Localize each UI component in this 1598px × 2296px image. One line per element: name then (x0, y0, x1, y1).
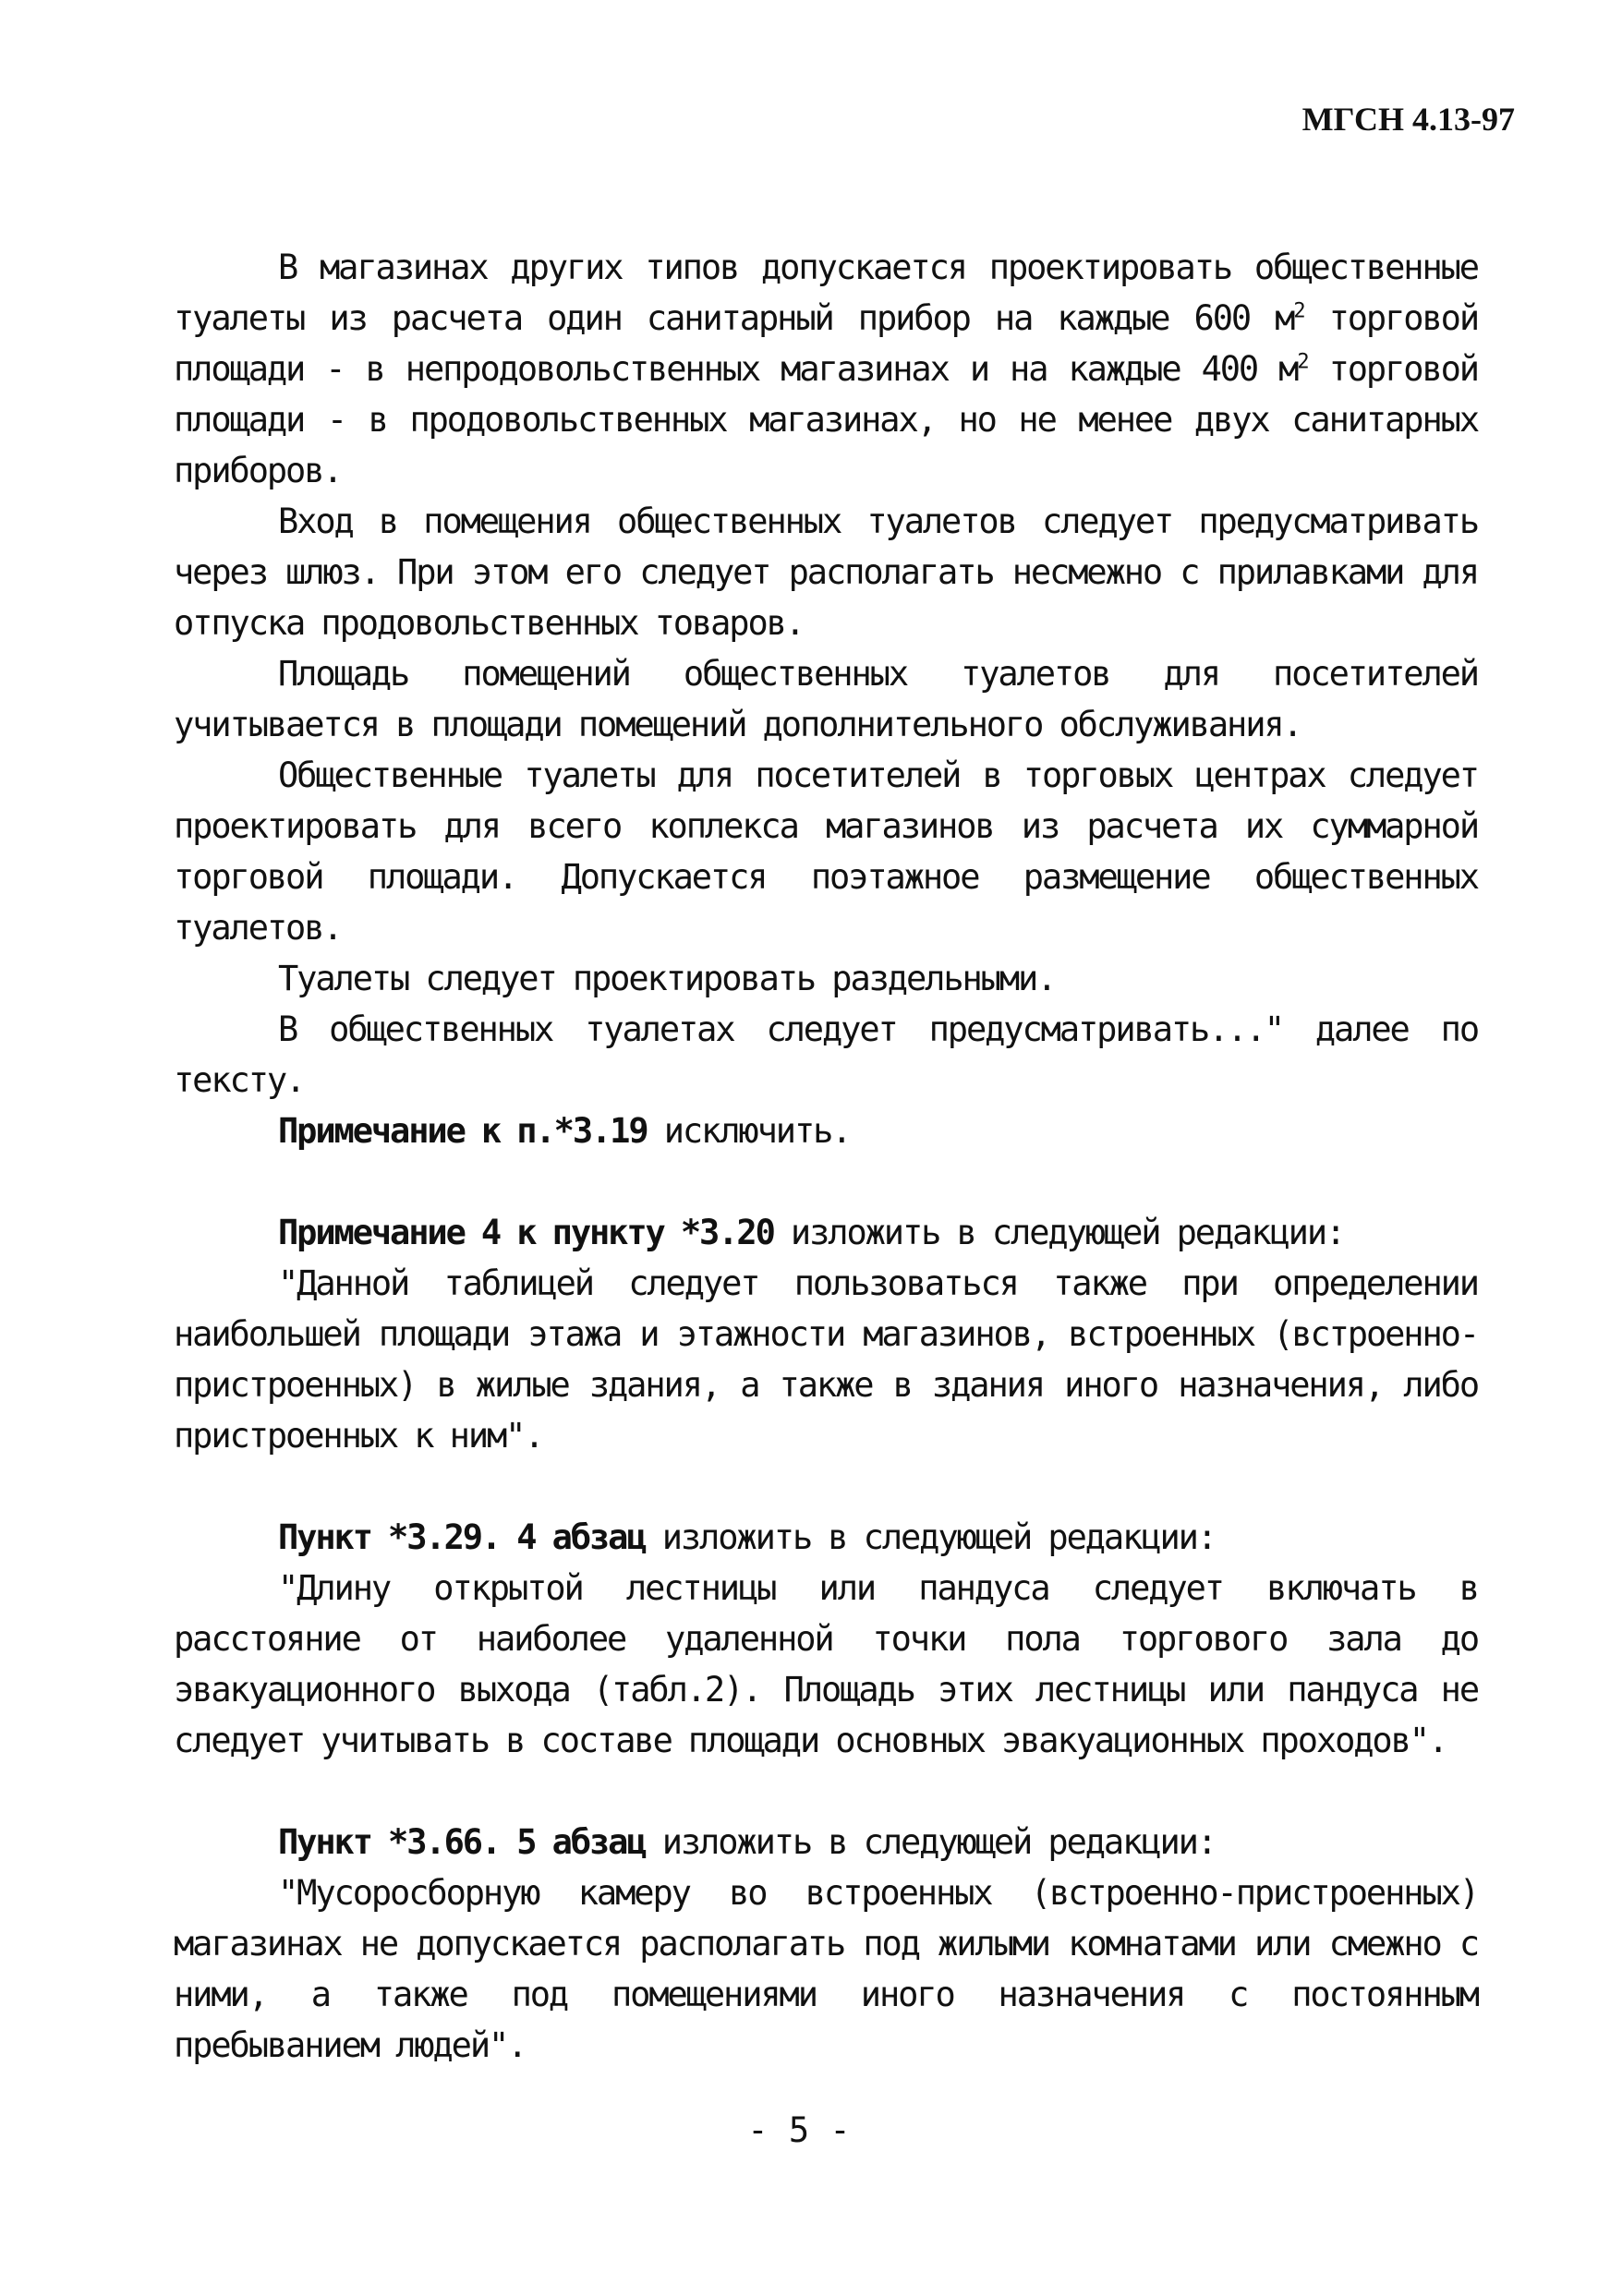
note-3-19-heading (174, 1106, 1478, 1156)
note-3-20-instruction: изложить в следующей редакции: (773, 1213, 1345, 1252)
item-3-66-heading (174, 1817, 1478, 1867)
paragraph-separate-toilets: Туалеты следует проектировать раздельными. (278, 959, 1056, 998)
paragraph-toilet-area: Площадь помещений общественных туалетов для посетителей учитывается в площади помещений дополнительного обслуживания. (174, 654, 1478, 744)
item-3-66-label: Пункт *3.66. 5 абзац (278, 1822, 646, 1862)
paragraph-text: торговой площади - в продовольственных магазинах, но не менее двух санитарных приборов. (174, 349, 1478, 490)
paragraph-shopping-centers: Общественные туалеты для посетителей в торговых центрах следует проектировать для всего коплекса магазинов из расчета их суммарной торговой площади. Допускается поэтажное размещение общественных туалетов. (174, 755, 1478, 948)
item-3-29-instruction: изложить в следующей редакции: (645, 1517, 1216, 1557)
note-3-19-label: Примечание к п.*3.19 (278, 1111, 648, 1151)
page-number: - 5 - (747, 2110, 851, 2150)
paragraph-item-3-29-text: "Длину открытой лестницы или пандуса следует включать в расстояние от наиболее удаленной точки пола торгового зала до эвакуационного выхода (табл.2). Площадь этих лестницы или пандуса не следует учитывать в составе площади основных эвакуационных проходов". (174, 1568, 1478, 1760)
item-3-29-label: Пункт *3.29. 4 абзац (278, 1517, 646, 1557)
item-3-66-instruction: изложить в следующей редакции: (645, 1822, 1216, 1862)
paragraph-toilet-entrance: Вход в помещения общественных туалетов следует предусматривать через шлюз. При этом его следует располагать несмежно с прилавками для отпуска продовольственных товаров. (174, 501, 1478, 643)
document-code: МГСН 4.13-97 (1301, 101, 1515, 138)
item-3-29-heading (174, 1512, 1478, 1563)
paragraph-note-3-20-text: "Данной таблицей следует пользоваться также при определении наибольшей площади этажа и этажности магазинов, встроенных (встроенно-пристроенных) в жилые здания, а также в здания иного назначения, либо пристроенных к ним". (174, 1263, 1478, 1456)
paragraph-toilet-provisions: В общественных туалетах следует предусматривать..." далее по тексту. (174, 1009, 1478, 1100)
paragraph-text: торговой площади - в непродовольственных магазинах и на каждые 400 м (174, 298, 1478, 389)
superscript: 2 (1293, 299, 1304, 323)
paragraph-text: В магазинах других типов допускается проектировать общественные туалеты из расчета один санитарный прибор на каждые 600 м (174, 248, 1478, 338)
paragraph-item-3-66-text: "Мусоросборную камеру во встроенных (встроенно-пристроенных) магазинах не допускается располагать под жилыми комнатами или смежно с ними, а также под помещениями иного назначения с постоянным пребыванием людей". (174, 1873, 1478, 2065)
paragraph-public-toilets-norms (174, 242, 1478, 496)
note-3-20-label: Примечание 4 к пункту *3.20 (278, 1213, 774, 1252)
page-body (174, 242, 1478, 2071)
superscript: 2 (1297, 350, 1308, 374)
note-3-19-instruction: исключить. (647, 1111, 851, 1151)
note-3-20-heading (174, 1207, 1478, 1258)
